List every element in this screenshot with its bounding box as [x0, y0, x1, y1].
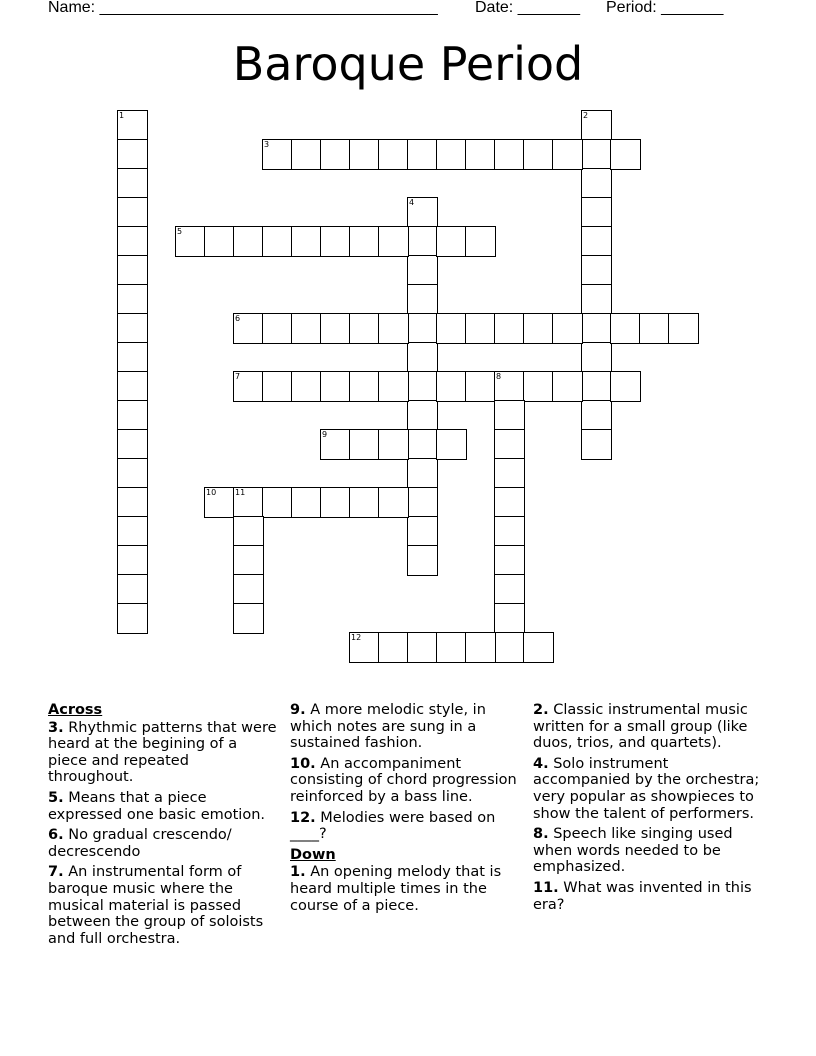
crossword-cell[interactable] — [407, 487, 438, 518]
crossword-cell[interactable] — [523, 371, 554, 402]
crossword-cell[interactable] — [320, 371, 351, 402]
crossword-cell[interactable] — [436, 371, 467, 402]
crossword-cell[interactable] — [407, 400, 438, 431]
crossword-cell[interactable] — [117, 545, 148, 576]
crossword-cell[interactable] — [320, 313, 351, 344]
crossword-cell[interactable] — [610, 313, 641, 344]
crossword-cell[interactable] — [407, 197, 438, 228]
clue-text: An instrumental form of baroque music where the musical material is passed between the group of soloists and full orchestra. — [48, 864, 264, 947]
name-field-label: Name: ______________________________________ — [48, 0, 438, 16]
clue-number: 8. — [533, 826, 549, 843]
crossword-cell[interactable] — [581, 371, 612, 402]
crossword-cell[interactable] — [175, 226, 206, 257]
clue-number: 7. — [48, 864, 64, 881]
crossword-cell[interactable] — [117, 458, 148, 489]
clue-number: 5. — [48, 789, 64, 806]
crossword-cell[interactable] — [291, 371, 322, 402]
clue-across-9 — [290, 702, 522, 752]
crossword-cell[interactable] — [117, 516, 148, 547]
crossword-cell[interactable] — [581, 226, 612, 257]
crossword-cell[interactable] — [262, 371, 293, 402]
crossword-cell[interactable] — [349, 371, 380, 402]
crossword-cell[interactable] — [117, 429, 148, 460]
crossword-cell[interactable] — [523, 632, 554, 663]
crossword-cell[interactable] — [320, 429, 351, 460]
clue-across-3 — [48, 720, 278, 786]
crossword-cell[interactable] — [407, 255, 438, 286]
crossword-cell[interactable] — [407, 545, 438, 576]
clue-number-label: 6 — [235, 314, 241, 323]
clue-down-2 — [533, 702, 769, 752]
crossword-cell[interactable] — [581, 313, 612, 344]
crossword-cell[interactable] — [494, 574, 525, 605]
clue-across-12 — [290, 810, 522, 843]
across-heading: Across — [48, 702, 103, 718]
crossword-cell[interactable] — [494, 371, 525, 402]
clue-number-label: 10 — [206, 488, 217, 497]
crossword-cell[interactable] — [610, 371, 641, 402]
crossword-cell[interactable] — [407, 458, 438, 489]
period-field-label: Period: _______ — [606, 0, 724, 16]
crossword-cell[interactable] — [494, 400, 525, 431]
clue-number: 3. — [48, 719, 64, 736]
crossword-cell[interactable] — [233, 574, 264, 605]
crossword-cell[interactable] — [581, 197, 612, 228]
crossword-cell[interactable] — [581, 255, 612, 286]
clue-number: 1. — [290, 864, 306, 881]
clue-text: Rhythmic patterns that were heard at the begining of a piece and repeated throughout. — [48, 719, 277, 786]
crossword-cell[interactable] — [523, 313, 554, 344]
crossword-cell[interactable] — [436, 226, 467, 257]
clue-text: A more melodic style, in which notes are sung in a sustained fashion. — [290, 702, 486, 752]
crossword-cell[interactable] — [465, 632, 496, 663]
crossword-cell[interactable] — [117, 110, 148, 141]
crossword-cell[interactable] — [436, 313, 467, 344]
clues-column-1 — [48, 702, 278, 951]
crossword-cell[interactable] — [494, 139, 525, 170]
crossword-cell[interactable] — [581, 168, 612, 199]
clue-text: Solo instrument accompanied by the orchestra; very popular as showpieces to show the talent of performers. — [533, 755, 760, 822]
date-field-label: Date: _______ — [475, 0, 580, 16]
crossword-cell[interactable] — [552, 313, 583, 344]
crossword-cell[interactable] — [581, 139, 612, 170]
crossword-cell[interactable] — [378, 226, 409, 257]
crossword-cell[interactable] — [407, 429, 438, 460]
clue-down-8 — [533, 826, 769, 876]
crossword-cell[interactable] — [117, 400, 148, 431]
crossword-cell[interactable] — [494, 487, 525, 518]
crossword-cell[interactable] — [465, 313, 496, 344]
crossword-cell[interactable] — [349, 226, 380, 257]
crossword-cell[interactable] — [639, 313, 670, 344]
crossword-cell[interactable] — [494, 313, 525, 344]
crossword-cell[interactable] — [581, 110, 612, 141]
crossword-cell[interactable] — [523, 139, 554, 170]
crossword-cell[interactable] — [117, 603, 148, 634]
clue-number: 12. — [290, 809, 316, 826]
crossword-cell[interactable] — [378, 429, 409, 460]
clue-text: An opening melody that is heard multiple times in the course of a piece. — [290, 864, 502, 914]
crossword-cell[interactable] — [262, 313, 293, 344]
crossword-cell[interactable] — [117, 574, 148, 605]
clue-across-5 — [48, 790, 278, 823]
crossword-cell[interactable] — [117, 284, 148, 315]
crossword-cell[interactable] — [494, 603, 525, 634]
clue-text: Speech like singing used when words needed to be emphasized. — [533, 826, 733, 876]
crossword-cell[interactable] — [117, 255, 148, 286]
crossword-cell[interactable] — [378, 313, 409, 344]
crossword-cell[interactable] — [117, 226, 148, 257]
crossword-cell[interactable] — [610, 139, 641, 170]
crossword-cell[interactable] — [407, 632, 438, 663]
clue-number-label: 9 — [322, 430, 328, 439]
crossword-cell[interactable] — [320, 226, 351, 257]
clue-across-6 — [48, 827, 278, 860]
crossword-cell[interactable] — [494, 429, 525, 460]
crossword-cell[interactable] — [407, 371, 438, 402]
clues-column-2 — [290, 702, 522, 918]
crossword-cell[interactable] — [349, 313, 380, 344]
crossword-cell[interactable] — [465, 226, 496, 257]
crossword-cell[interactable] — [407, 313, 438, 344]
crossword-cell[interactable] — [117, 168, 148, 199]
crossword-cell[interactable] — [117, 197, 148, 228]
crossword-cell[interactable] — [117, 313, 148, 344]
crossword-cell[interactable] — [204, 226, 235, 257]
crossword-cell[interactable] — [407, 139, 438, 170]
crossword-cell[interactable] — [349, 487, 380, 518]
crossword-cell[interactable] — [291, 487, 322, 518]
crossword-cell[interactable] — [581, 284, 612, 315]
crossword-cell[interactable] — [233, 545, 264, 576]
crossword-cell[interactable] — [291, 139, 322, 170]
crossword-cell[interactable] — [117, 342, 148, 373]
crossword-cell[interactable] — [436, 429, 467, 460]
crossword-cell[interactable] — [494, 632, 525, 663]
clue-number: 6. — [48, 827, 64, 844]
clue-number-label: 3 — [264, 140, 270, 149]
clue-down-1 — [290, 864, 522, 914]
clues-column-3 — [533, 702, 769, 917]
crossword-cell[interactable] — [117, 371, 148, 402]
crossword-cell[interactable] — [465, 139, 496, 170]
crossword-cell[interactable] — [378, 487, 409, 518]
clue-number-label: 5 — [177, 227, 183, 236]
crossword-cell[interactable] — [378, 632, 409, 663]
crossword-cell[interactable] — [494, 545, 525, 576]
crossword-cell[interactable] — [291, 313, 322, 344]
page-title: Baroque Period — [232, 37, 584, 91]
clue-text: What was invented in this era? — [533, 879, 752, 913]
clue-text: Melodies were based on ____? — [290, 809, 496, 843]
clue-number-label: 2 — [583, 111, 589, 120]
crossword-cell[interactable] — [581, 342, 612, 373]
crossword-cell[interactable] — [320, 487, 351, 518]
crossword-cell[interactable] — [349, 429, 380, 460]
clue-text: An accompaniment consisting of chord progression reinforced by a bass line. — [290, 755, 517, 805]
crossword-cell[interactable] — [233, 516, 264, 547]
clue-number: 11. — [533, 879, 559, 896]
clue-number-label: 1 — [119, 111, 125, 120]
crossword-cell[interactable] — [494, 458, 525, 489]
crossword-cell[interactable] — [436, 139, 467, 170]
crossword-cell[interactable] — [581, 429, 612, 460]
crossword-cell[interactable] — [349, 139, 380, 170]
crossword-cell[interactable] — [494, 516, 525, 547]
crossword-cell[interactable] — [233, 603, 264, 634]
clue-text: Means that a piece expressed one basic emotion. — [48, 789, 266, 823]
crossword-cell[interactable] — [552, 139, 583, 170]
crossword-cell[interactable] — [407, 516, 438, 547]
down-heading: Down — [290, 846, 336, 863]
crossword-cell[interactable] — [436, 632, 467, 663]
clue-number-label: 12 — [351, 633, 362, 642]
crossword-cell[interactable] — [233, 487, 264, 518]
crossword-cell[interactable] — [117, 487, 148, 518]
crossword-cell[interactable] — [262, 487, 293, 518]
crossword-cell[interactable] — [204, 487, 235, 518]
clue-down-4 — [533, 756, 769, 822]
crossword-cell[interactable] — [291, 226, 322, 257]
crossword-cell[interactable] — [552, 371, 583, 402]
clue-number: 10. — [290, 755, 316, 772]
crossword-cell[interactable] — [233, 371, 264, 402]
crossword-cell[interactable] — [233, 226, 264, 257]
crossword-cell[interactable] — [407, 284, 438, 315]
crossword-cell[interactable] — [465, 371, 496, 402]
crossword-cell[interactable] — [349, 632, 380, 663]
clue-across-10 — [290, 756, 522, 806]
clue-number-label: 8 — [496, 372, 502, 381]
clue-down-11 — [533, 880, 769, 913]
clue-number-label: 4 — [409, 198, 415, 207]
clue-across-7 — [48, 864, 278, 947]
crossword-cell[interactable] — [378, 139, 409, 170]
crossword-cell[interactable] — [262, 226, 293, 257]
clue-text: Classic instrumental music written for a small group (like duos, trios, and quartets). — [533, 702, 748, 752]
clue-number: 2. — [533, 702, 549, 718]
crossword-cell[interactable] — [320, 139, 351, 170]
crossword-cell[interactable] — [407, 226, 438, 257]
crossword-cell[interactable] — [581, 400, 612, 431]
clue-number-label: 7 — [235, 372, 241, 381]
clue-number-label: 11 — [235, 488, 246, 497]
crossword-cell[interactable] — [668, 313, 699, 344]
clue-text: No gradual crescendo/ decrescendo — [48, 827, 232, 860]
crossword-cell[interactable] — [378, 371, 409, 402]
crossword-cell[interactable] — [117, 139, 148, 170]
crossword-cell[interactable] — [233, 313, 264, 344]
crossword-cell[interactable] — [407, 342, 438, 373]
clue-number: 9. — [290, 702, 306, 718]
clue-number: 4. — [533, 755, 549, 772]
crossword-cell[interactable] — [262, 139, 293, 170]
